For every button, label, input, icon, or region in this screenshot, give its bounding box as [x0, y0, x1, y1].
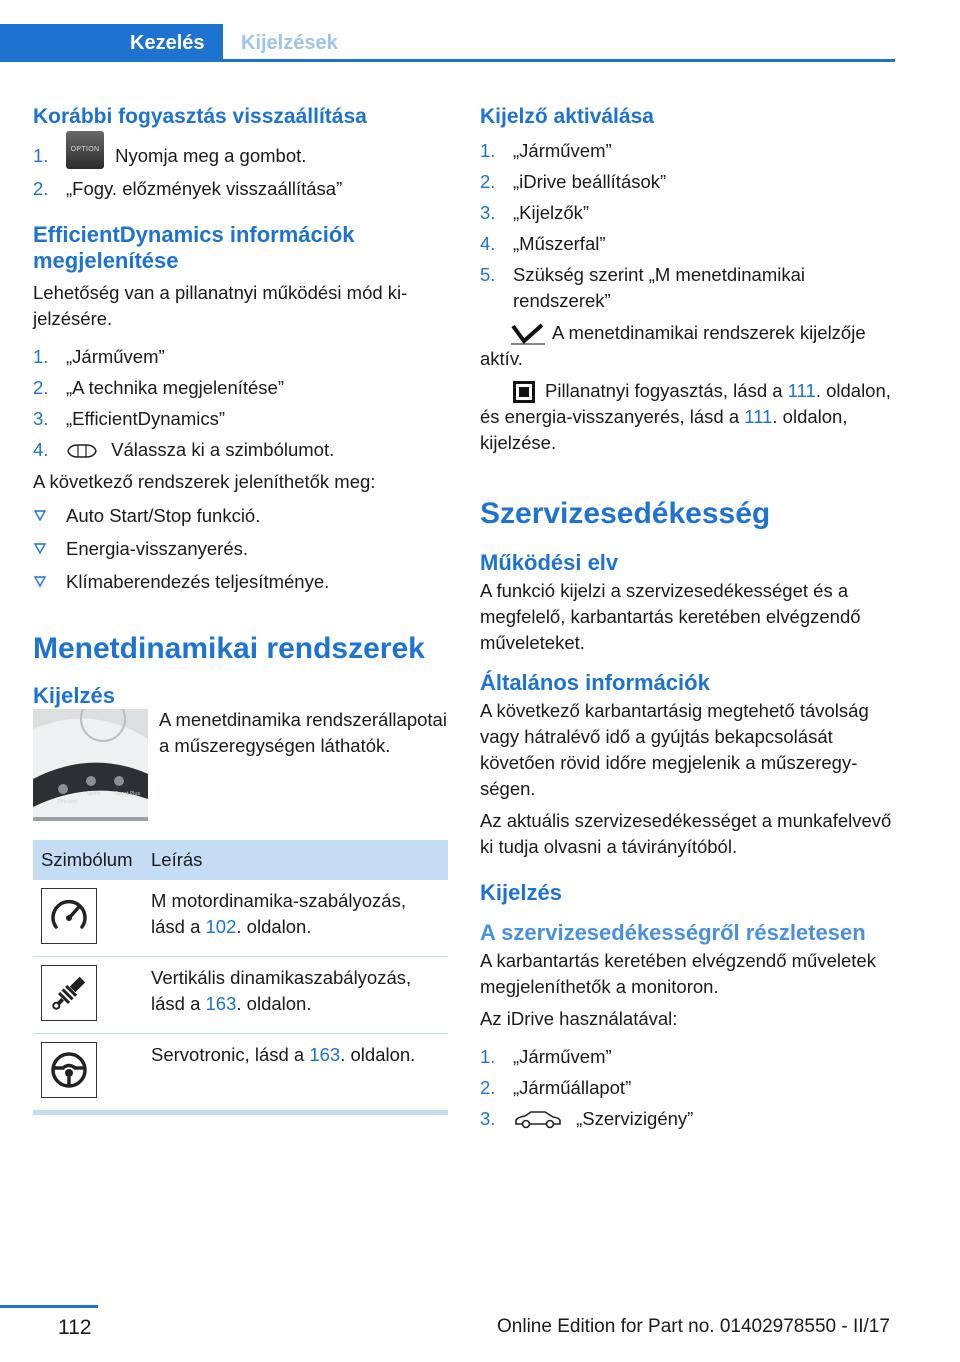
- mode-label-sport: Sport: [87, 791, 101, 798]
- table-header-symbol: Szimbólum: [33, 840, 143, 880]
- damper-icon: [41, 965, 97, 1021]
- right-column: [480, 100, 896, 1132]
- section-title-activate-display: Kijelző aktiválása: [480, 105, 654, 128]
- table-bottom-rule: [33, 1110, 448, 1115]
- paragraph: A menetdinamika rendszerállapotai a műszeregységen láthatók.: [159, 709, 447, 757]
- list-item: 2. „Járműállapot”: [480, 1077, 632, 1099]
- checkmark-icon: [510, 322, 546, 346]
- triangle-bullet-icon: [33, 509, 47, 523]
- paragraph: Az iDrive használatával:: [480, 1008, 678, 1030]
- list-item: 2. „A technika megjelenítése”: [33, 377, 285, 399]
- paragraph: A következő rendszerek jeleníthetők meg:: [33, 471, 376, 493]
- table-row: [33, 1034, 448, 1111]
- section-title-service-due: Szervizesedékesség: [480, 497, 771, 531]
- footer-rule: [0, 1305, 98, 1308]
- instrument-cluster-image: [33, 709, 148, 821]
- list-item: 3. „EfficientDynamics”: [33, 408, 226, 430]
- page-link[interactable]: 163: [205, 993, 237, 1015]
- page-link[interactable]: 102: [205, 916, 237, 938]
- table-header-description: Leírás: [143, 840, 448, 880]
- triangle-bullet-icon: [33, 542, 47, 556]
- subsection-title-general-info: Általános információk: [480, 670, 710, 696]
- paragraph: A következő karbantartásig megtehető távolság vagy hátralévő idő a gyújtás bekapcsolását követően rövid időre megjelenik a műszeregységen.: [480, 700, 869, 800]
- left-column: [33, 100, 448, 1115]
- note-checkmark: A menetdinamikai rendszerek kijelzője aktív.: [480, 322, 866, 370]
- table-row: [33, 957, 448, 1034]
- list-item: 1. „Járművem”: [480, 140, 612, 161]
- subsection-title-principle: Működési elv: [480, 550, 619, 576]
- steering-wheel-icon: [41, 1042, 97, 1098]
- triangle-bullet-icon: [33, 575, 47, 589]
- table-header-row: [33, 840, 448, 880]
- page-number: 112: [58, 1316, 92, 1339]
- list-item: 4. „Műszerfal”: [480, 233, 606, 254]
- table-cell-description: Vertikális dinamikaszabályozás, lásd a 163. oldalon.: [143, 957, 448, 1034]
- symbol-table: [33, 840, 448, 1110]
- section-title-driving-dynamics: Menetdinamikai rendszerek: [33, 632, 425, 666]
- car-top-view-icon: [66, 441, 98, 461]
- footer-edition: Online Edition for Part no. 01402978550 - II/17: [497, 1316, 890, 1337]
- list-item: 3. „Szervizigény”: [480, 1108, 694, 1130]
- subsection-title-service-details: A szervizesedékességről részletesen: [480, 920, 866, 946]
- list-item: 3. „Kijelzők”: [480, 202, 590, 223]
- list-item: 1. OPTION Nyomja meg a gombot.: [33, 143, 448, 171]
- note-checkbox: Pillanatnyi fogyasztás, lásd a 111. oldalon, és energia-visszanyerés, lásd a 111. oldalon, kijelzése.: [480, 380, 891, 454]
- table-row: [33, 880, 448, 957]
- checkbox-icon: [513, 381, 535, 403]
- page-link[interactable]: 163: [309, 1044, 341, 1066]
- mode-label-sport-plus: Sport Plus: [115, 791, 141, 798]
- paragraph: Lehetőség van a pillanatnyi működési mód kijelzésére.: [33, 282, 408, 330]
- page-link[interactable]: 111: [744, 406, 773, 428]
- paragraph: A karbantartás keretében elvégzendő műveletek megjeleníthetők a monitoron.: [480, 950, 876, 998]
- list-item: 4. Válassza ki a szimbólumot.: [33, 439, 335, 461]
- list-item: Energia-visszanyerés.: [33, 536, 448, 562]
- option-button-icon: OPTION: [66, 131, 104, 169]
- header-tab-bar: [0, 24, 895, 62]
- list-item: 2. „Fogy. előzmények visszaállítása”: [33, 178, 343, 200]
- list-item: 1. „Járművem”: [33, 346, 165, 368]
- list-item: 5. Szükség szerint „M menetdinamikai rendszerek”: [480, 264, 805, 311]
- paragraph: A funkció kijelzi a szervizesedékességet és a megfelelő, karbantartás keretében elvégzendő műveleteket.: [480, 580, 861, 654]
- section-title-efficientdynamics: EfficientDynamics információk megjelenítése: [33, 222, 355, 274]
- subsection-title-display: Kijelzés: [33, 683, 115, 709]
- table-cell-description: Servotronic, lásd a 163. oldalon.: [151, 1044, 416, 1066]
- tab-kezeles[interactable]: Kezelés: [0, 24, 223, 62]
- subsection-title-display: Kijelzés: [480, 880, 562, 906]
- instrument-block: [33, 707, 448, 825]
- section-title-reset-consumption: Korábbi fogyasztás visszaállítása: [33, 105, 367, 128]
- gauge-icon: [41, 888, 97, 944]
- page-link[interactable]: 111: [787, 380, 816, 402]
- list-item: Auto Start/Stop funkció.: [33, 503, 448, 529]
- table-cell-description: M motordinamika-szabályozás, lásd a 102. oldalon.: [143, 880, 448, 957]
- list-item: Klímaberendezés teljesítménye.: [33, 569, 448, 595]
- car-side-icon: [513, 1110, 563, 1130]
- paragraph: Az aktuális szervizesedékességet a munkafelvevő ki tudja olvasni a távirányítóból.: [480, 810, 892, 858]
- tab-kijelzesek[interactable]: Kijelzések: [241, 32, 338, 54]
- list-item: 2. „iDrive beállítások”: [480, 171, 667, 192]
- list-item: 1. „Járművem”: [480, 1046, 612, 1068]
- mode-label-efficient: Efficient: [57, 799, 78, 806]
